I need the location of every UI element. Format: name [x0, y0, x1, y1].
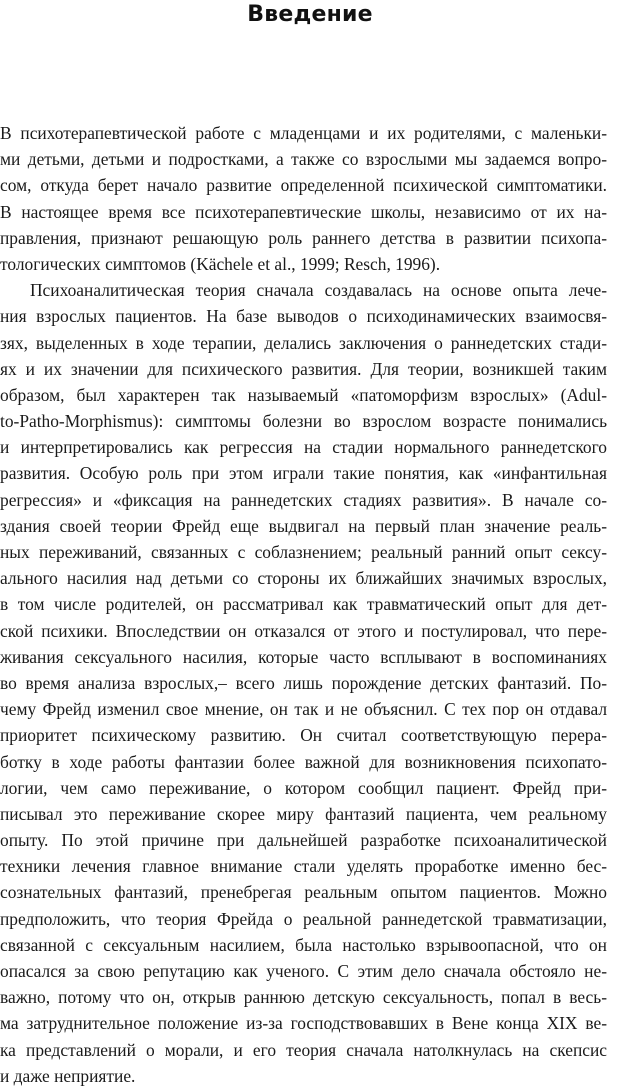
text-line: ных переживаний, связанных с соблазнением; реальный ранний опыт сексу-: [0, 542, 607, 562]
text-line: образом, был характерен так называемый «патоморфизм взрослых» (Adul-: [0, 384, 607, 405]
text-line: важно, потому что он, открыв раннюю детскую сексуальность, попал в весь-: [0, 987, 607, 1008]
text-line: ального насилия над детьми со стороны их ближайших значимых взрослых,: [0, 568, 607, 589]
text-line: связанной с сексуальным насилием, была настолько взрывоопасной, что он: [0, 934, 607, 955]
text-line: правления, признают решающую роль раннего детства в развитии психопа-: [0, 227, 607, 248]
body-text: [0, 120, 607, 1089]
paragraph: [0, 120, 607, 277]
text-line: опасался за свою репутацию как ученого. С этим дело сначала обстояло не-: [0, 961, 607, 981]
text-line: В настоящее время все психотерапевтические школы, независимо от их на-: [0, 201, 607, 222]
text-line: во время анализа взрослых,– всего лишь порождение детских фантазий. По-: [0, 672, 607, 693]
text-line: здания своей теории Фрейд еще выдвигал на первый план значение реаль-: [0, 515, 607, 536]
text-line: в том числе родителей, он рассматривал как травматический опыт для дет-: [0, 594, 607, 615]
text-line: писывал это переживание скорее миру фантазий пациента, чем реальному: [0, 803, 607, 824]
text-line: ях и их значении для психического развития. Для теории, возникшей таким: [0, 358, 607, 379]
page-title: Введение: [247, 2, 373, 27]
text-line: чему Фрейд изменил свое мнение, он так и не объяснил. С тех пор он отдавал: [0, 699, 607, 720]
text-line: предположить, что теория Фрейда о реальной раннедетской травматизации,: [0, 908, 607, 929]
text-line: приоритет психическому развитию. Он считал соответствующую перера-: [0, 725, 607, 746]
text-line: техники лечения главное внимание стали уделять проработке именно бес-: [0, 856, 607, 877]
text-line: В психотерапевтической работе с младенцами и их родителями, с маленьки-: [0, 123, 607, 143]
text-line: to-Patho-Morphismus): симптомы болезни во взрослом возрасте понимались: [0, 411, 607, 432]
text-line: Психоаналитическая теория сначала создавалась на основе опыта лече-: [30, 280, 607, 301]
text-line: ской психики. Впоследствии он отказался от этого и постулировал, что пере-: [0, 620, 607, 641]
text-line: и даже неприятие.: [0, 1065, 136, 1086]
text-line: логии, чем само переживание, о котором сообщил пациент. Фрейд при-: [0, 777, 607, 798]
text-line: ка представлений о морали, и его теория сначала натолкнулась на скепсис: [0, 1039, 607, 1060]
text-line: и интерпретировались как регрессия на стадии нормального раннедетского: [0, 437, 607, 458]
text-line: ния взрослых пациентов. На базе выводов о психодинамических взаимосвя-: [0, 306, 607, 327]
text-line: тологических симптомов (Kächele et al., 1999; Resch, 1996).: [0, 253, 441, 274]
text-line: развития. Особую роль при этом играли такие понятия, как «инфантильная: [0, 463, 607, 484]
text-line: сознательных фантазий, пренебрегая реальным опытом пациентов. Можно: [0, 882, 607, 903]
text-line: ма затруднительное положение из-за господствовавших в Вене конца XIX ве-: [0, 1013, 607, 1034]
text-line: зях, выделенных в ходе терапии, делались заключения о раннедетских стади-: [0, 332, 607, 353]
text-line: ботку в ходе работы фантазии более важной для возникновения психопато-: [0, 751, 607, 772]
text-line: ми детьми, детьми и подростками, а также со взрослыми мы задаемся вопро-: [0, 149, 607, 170]
text-line: регрессия» и «фиксация на раннедетских стадиях развития». В начале со-: [0, 489, 607, 510]
text-line: опыту. По этой причине при дальнейшей разработке психоаналитической: [0, 830, 607, 851]
paragraph: [0, 277, 607, 1089]
text-line: живания сексуального насилия, которые часто всплывают в воспоминаниях: [0, 646, 607, 667]
text-line: сом, откуда берет начало развитие определенной психической симптоматики.: [0, 175, 607, 196]
